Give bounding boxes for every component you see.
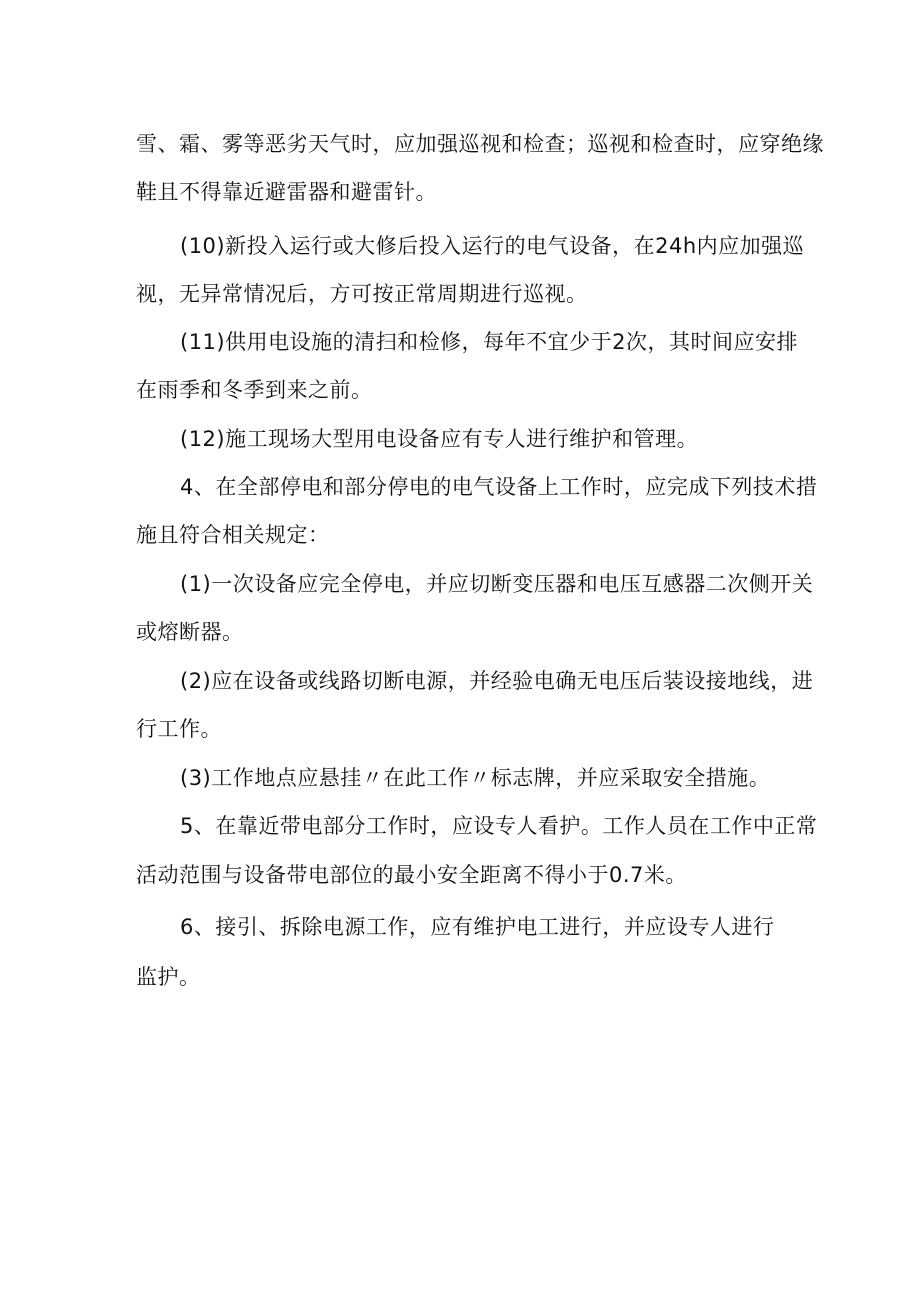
item-10-line-1: (10)新投入运行或大修后投入运行的电气设备，在24h内应加强巡 bbox=[180, 234, 805, 258]
item-2-line-1: (2)应在设备或线路切断电源，并经验电确无电压后装设接地线，进 bbox=[180, 669, 814, 693]
item-11-line-2: 在雨季和冬季到来之前。 bbox=[136, 378, 373, 402]
section-6-line-1: 6、接引、拆除电源工作，应有维护电工进行，并应设专人进行 bbox=[180, 915, 775, 939]
item-2-line-2: 行工作。 bbox=[136, 717, 222, 741]
section-5-line-1: 5、在靠近带电部分工作时，应设专人看护。工作人员在工作中正常 bbox=[180, 814, 818, 838]
paragraph-line-2: 鞋且不得靠近避雷器和避雷针。 bbox=[136, 180, 437, 204]
section-4-line-1: 4、在全部停电和部分停电的电气设备上工作时，应完成下列技术措 bbox=[180, 475, 818, 499]
item-1-line-1: (1)一次设备应完全停电，并应切断变压器和电压互感器二次侧开关 bbox=[180, 572, 814, 596]
section-4-line-2: 施且符合相关规定： bbox=[136, 523, 330, 547]
item-3-line-1: (3)工作地点应悬挂〃在此工作〃标志牌，并应采取安全措施。 bbox=[180, 766, 771, 790]
item-1-line-2: 或熔断器。 bbox=[136, 620, 244, 644]
section-5-line-2: 活动范围与设备带电部位的最小安全距离不得小于0.7米。 bbox=[136, 863, 687, 887]
item-11-line-1: (11)供用电设施的清扫和检修，每年不宜少于2次，其时间应安排 bbox=[180, 330, 798, 354]
item-12-line-1: (12)施工现场大型用电设备应有专人进行维护和管理。 bbox=[180, 427, 699, 451]
paragraph-line-1: 雪、霜、雾等恶劣天气时，应加强巡视和检查；巡视和检查时，应穿绝缘 bbox=[136, 132, 824, 156]
item-10-line-2: 视，无异常情况后，方可按正常周期进行巡视。 bbox=[136, 282, 588, 306]
section-6-line-2: 监护。 bbox=[136, 965, 201, 989]
